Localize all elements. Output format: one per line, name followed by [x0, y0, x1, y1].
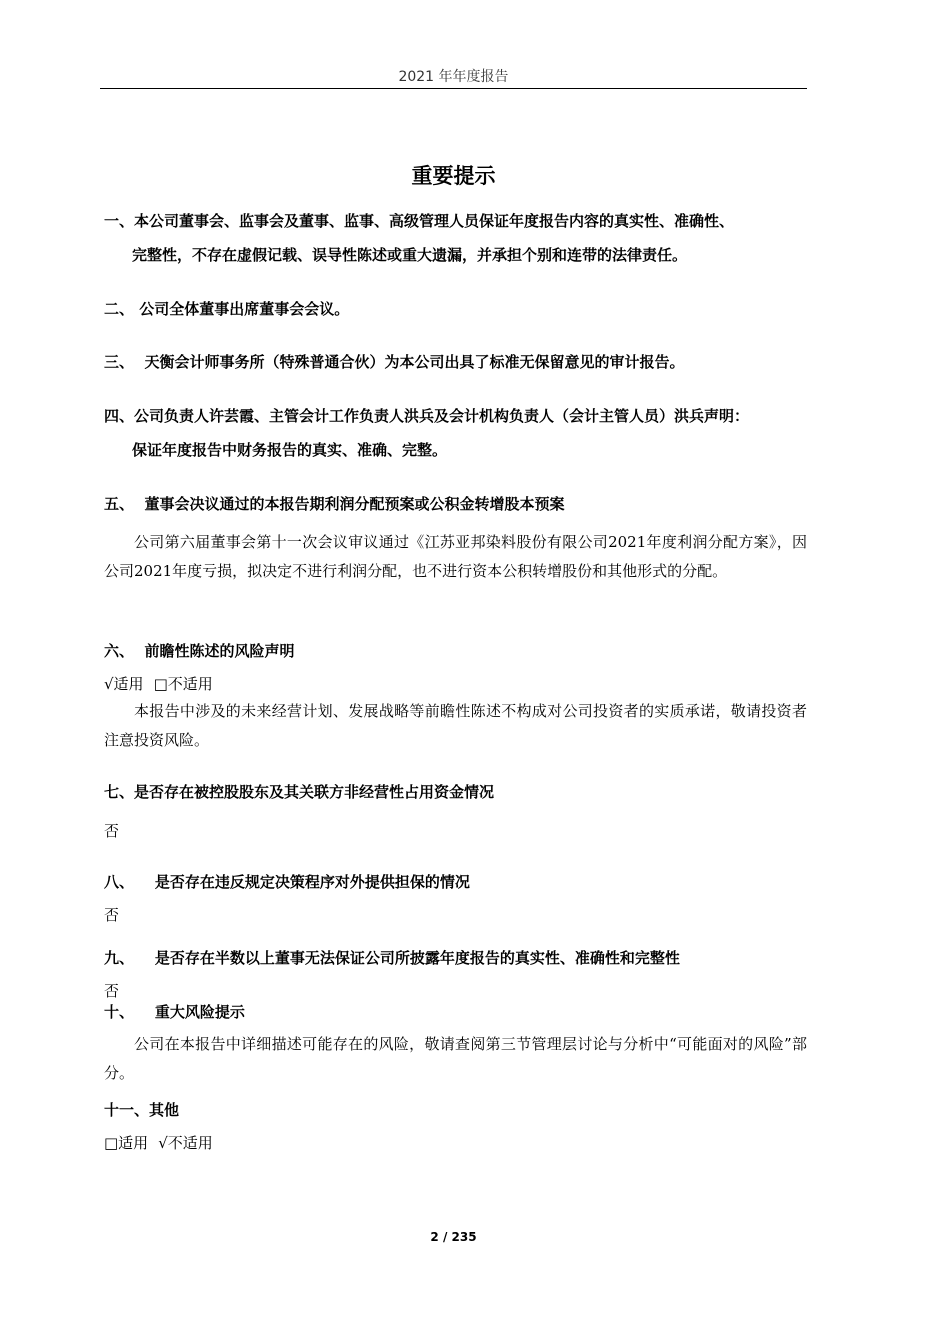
section-5-text: 董事会决议通过的本报告期利润分配预案或公积金转增股本预案 [144, 495, 565, 513]
running-header: 2021 年年度报告 [398, 69, 509, 85]
section-7-number: 七、 [104, 783, 135, 801]
section-11 [104, 1093, 179, 1127]
section-6-body: 本报告中涉及的未来经营计划、发展战略等前瞻性陈述不构成对公司投资者的实质承诺，敬请投资者注意投资风险。 [104, 702, 807, 749]
section-3 [104, 345, 684, 379]
section-9-text: 是否存在半数以上董事无法保证公司所披露年度报告的真实性、准确性和完整性 [154, 949, 680, 967]
section-11-text: 其他 [149, 1101, 180, 1119]
section-7-answer: 否 [104, 822, 120, 840]
page-number: 2 / 235 [430, 1230, 477, 1244]
section-8-answer: 否 [104, 906, 120, 924]
section-5-body: 公司第六届董事会第十一次会议审议通过《江苏亚邦染料股份有限公司2021年度利润分配方案》，因公司2021年度亏损，拟决定不进行利润分配，也不进行资本公积转增股份和其他形式的分配。 [104, 533, 807, 580]
section-5-number: 五、 [104, 495, 135, 513]
section-2 [104, 292, 349, 326]
option-applicable: □适用 [104, 1134, 149, 1152]
section-4-text-line1: 公司负责人许芸霞、主管会计工作负责人洪兵及会计机构负责人（会计主管人员）洪兵声明： [134, 407, 750, 425]
section-4-number: 四、 [104, 407, 135, 425]
section-1 [104, 204, 734, 272]
section-7-text: 是否存在被控股股东及其关联方非经营性占用资金情况 [134, 783, 495, 801]
header-rule [100, 88, 807, 89]
section-4-text-line2: 保证年度报告中财务报告的真实、准确、完整。 [132, 441, 448, 459]
section-3-text: 天衡会计师事务所（特殊普通合伙）为本公司出具了标准无保留意见的审计报告。 [144, 353, 685, 371]
page-title: 重要提示 [411, 164, 496, 188]
section-9-answer: 否 [104, 982, 120, 1000]
section-8-number: 八、 [104, 873, 135, 891]
option-not-applicable-checked: √不适用 [158, 1134, 213, 1152]
section-10-body: 公司在本报告中详细描述可能存在的风险，敬请查阅第三节管理层讨论与分析中“可能面对的风险”部分。 [104, 1035, 807, 1082]
section-1-text-line2: 完整性，不存在虚假记载、误导性陈述或重大遗漏，并承担个别和连带的法律责任。 [132, 246, 688, 264]
section-11-number: 十一、 [104, 1101, 150, 1119]
section-1-number: 一、 [104, 212, 135, 230]
section-9 [104, 941, 680, 975]
section-10 [104, 995, 245, 1029]
section-11-options [104, 1131, 223, 1155]
section-8 [104, 865, 470, 899]
section-10-text: 重大风险提示 [154, 1003, 245, 1021]
option-not-applicable: □不适用 [153, 675, 213, 693]
section-10-number: 十、 [104, 1003, 135, 1021]
section-6-number: 六、 [104, 642, 135, 660]
section-2-text: 公司全体董事出席董事会会议。 [139, 300, 350, 318]
section-1-text-line1: 本公司董事会、监事会及董事、监事、高级管理人员保证年度报告内容的真实性、准确性、 [134, 212, 735, 230]
section-6-options [104, 672, 223, 696]
section-5 [104, 487, 564, 521]
option-applicable-checked: √适用 [104, 675, 144, 693]
section-6 [104, 634, 294, 668]
section-6-text: 前瞻性陈述的风险声明 [144, 642, 295, 660]
section-3-number: 三、 [104, 353, 135, 371]
section-4 [104, 399, 749, 467]
section-2-number: 二、 [104, 300, 135, 318]
section-7 [104, 775, 494, 809]
section-9-number: 九、 [104, 949, 135, 967]
section-8-text: 是否存在违反规定决策程序对外提供担保的情况 [154, 873, 470, 891]
